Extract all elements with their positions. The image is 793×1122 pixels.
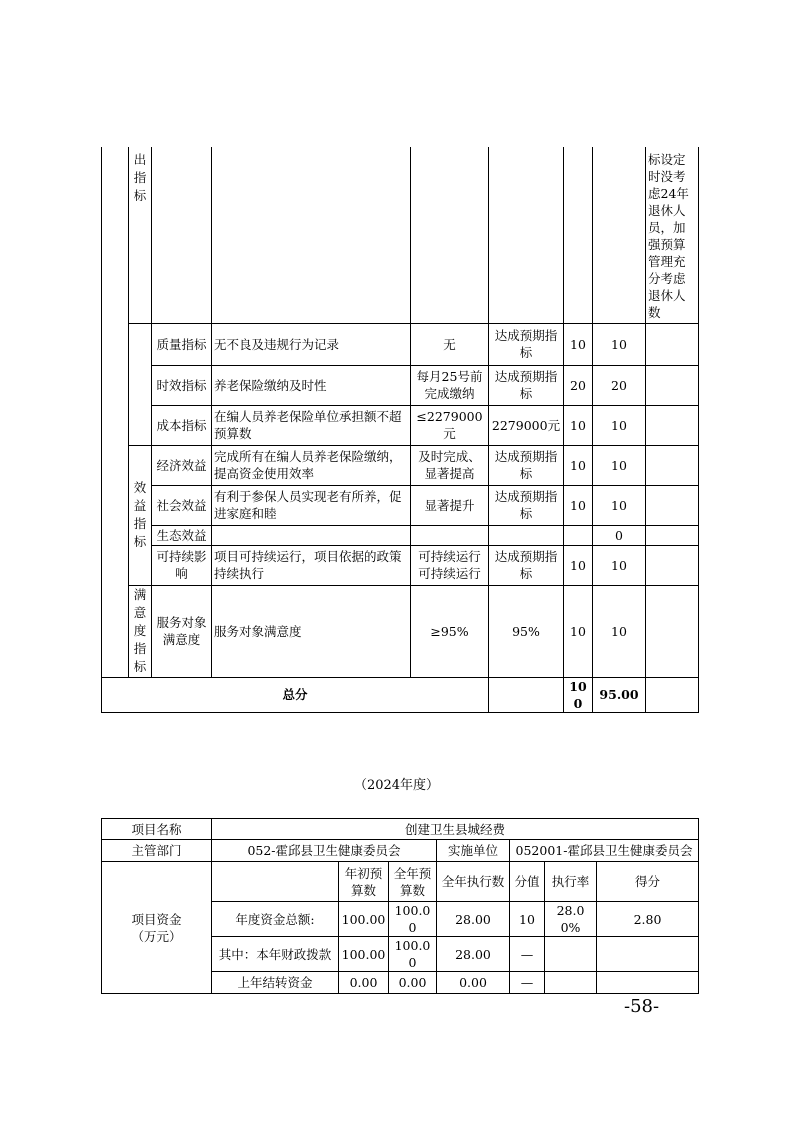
weight-value: 20 [564,365,593,405]
total-row [102,677,699,712]
table-row [102,485,699,525]
dept-label: 主管部门 [102,840,212,862]
table-row [102,405,699,445]
table-row [102,862,699,902]
remark-cell: 标设定时没考虑24年退休人员，加强预算管理充分考虑退休人数 [646,147,699,323]
actual-value: 达成预期指标 [489,323,564,365]
total-weight: 100 [564,677,593,712]
weight-value: 10 [510,902,545,937]
table-row [102,445,699,485]
score-value: 10 [593,545,646,585]
weight-value: 10 [564,585,593,677]
category-label: 出指标 [133,152,147,203]
score-value: 0 [593,525,646,545]
table-row [102,323,699,365]
col-rate: 执行率 [545,862,597,902]
initial-value: 100.00 [339,902,389,937]
score-value: 10 [593,485,646,525]
indicator-content: 养老保险缴纳及时性 [212,365,411,405]
table-row [102,525,699,545]
category-label: 满意度指标 [133,587,147,674]
initial-value: 100.00 [339,937,389,972]
table-row [102,545,699,585]
executed-value: 28.00 [437,902,510,937]
row-label: 年度资金总额: [212,902,339,937]
performance-indicator-table [101,147,699,713]
page-number: -58- [624,996,660,1017]
target-value: 显著提升 [411,485,489,525]
indicator-name: 生态效益 [152,525,212,545]
weight-value: 10 [564,485,593,525]
table-row [102,819,699,840]
actual-value: 达成预期指标 [489,445,564,485]
weight-value: 10 [564,445,593,485]
full-value: 100.00 [389,902,437,937]
project-funds-table [101,818,699,994]
indicator-content: 完成所有在编人员养老保险缴纳，提高资金使用效率 [212,445,411,485]
target-value: 无 [411,323,489,365]
col-score: 得分 [597,862,699,902]
total-score: 95.00 [593,677,646,712]
indicator-name: 服务对象满意度 [152,585,212,677]
target-value: 每月25号前完成缴纳 [411,365,489,405]
score-value: 10 [593,445,646,485]
col-full-budget: 全年预算数 [389,862,437,902]
weight-value: 10 [564,405,593,445]
indicator-content: 无不良及违规行为记录 [212,323,411,365]
total-label: 总分 [102,677,489,712]
indicator-content: 有利于参保人员实现老有所养，促进家庭和睦 [212,485,411,525]
weight-value: 10 [564,545,593,585]
target-value: ≥95% [411,585,489,677]
category-label: 效益指标 [133,480,147,549]
rate-value: 28.00% [545,902,597,937]
executed-value: 28.00 [437,937,510,972]
target-value: ≤2279000元 [411,405,489,445]
target-value: 及时完成、显著提高 [411,445,489,485]
project-name: 创建卫生县城经费 [212,819,699,840]
executed-value: 0.00 [437,972,510,994]
indicator-name: 时效指标 [152,365,212,405]
score-value [597,937,699,972]
indicator-content: 服务对象满意度 [212,585,411,677]
score-value: 2.80 [597,902,699,937]
project-name-label: 项目名称 [102,819,212,840]
score-value [597,972,699,994]
impl-value: 052001-霍邱县卫生健康委员会 [510,840,699,862]
indicator-name: 经济效益 [152,445,212,485]
indicator-content: 项目可持续运行，项目依据的政策持续执行 [212,545,411,585]
indicator-name: 质量指标 [152,323,212,365]
col-initial-budget: 年初预算数 [339,862,389,902]
year-label: （2024年度） [353,778,440,793]
full-value: 0.00 [389,972,437,994]
indicator-name: 社会效益 [152,485,212,525]
score-value: 20 [593,365,646,405]
actual-value: 达成预期指标 [489,545,564,585]
actual-value: 95% [489,585,564,677]
weight-value: 10 [564,323,593,365]
rate-value [545,972,597,994]
row-label: 其中：本年财政拨款 [212,937,339,972]
table-row [102,365,699,405]
actual-value: 达成预期指标 [489,365,564,405]
score-value: 10 [593,323,646,365]
score-value: 10 [593,585,646,677]
target-value: 可持续运行可持续运行 [411,545,489,585]
weight-value: — [510,937,545,972]
row-label: 上年结转资金 [212,972,339,994]
table-row [102,585,699,677]
col-weight: 分值 [510,862,545,902]
table-row [102,147,699,323]
actual-value: 达成预期指标 [489,485,564,525]
dept-value: 052-霍邱县卫生健康委员会 [212,840,437,862]
table-row [102,840,699,862]
indicator-content: 在编人员养老保险单位承担额不超预算数 [212,405,411,445]
weight-value: — [510,972,545,994]
col-executed: 全年执行数 [437,862,510,902]
full-value: 100.00 [389,937,437,972]
rate-value [545,937,597,972]
actual-value: 2279000元 [489,405,564,445]
indicator-name: 成本指标 [152,405,212,445]
impl-label: 实施单位 [437,840,510,862]
score-value: 10 [593,405,646,445]
funds-label: 项目资金（万元） [102,862,212,994]
indicator-name: 可持续影响 [152,545,212,585]
initial-value: 0.00 [339,972,389,994]
